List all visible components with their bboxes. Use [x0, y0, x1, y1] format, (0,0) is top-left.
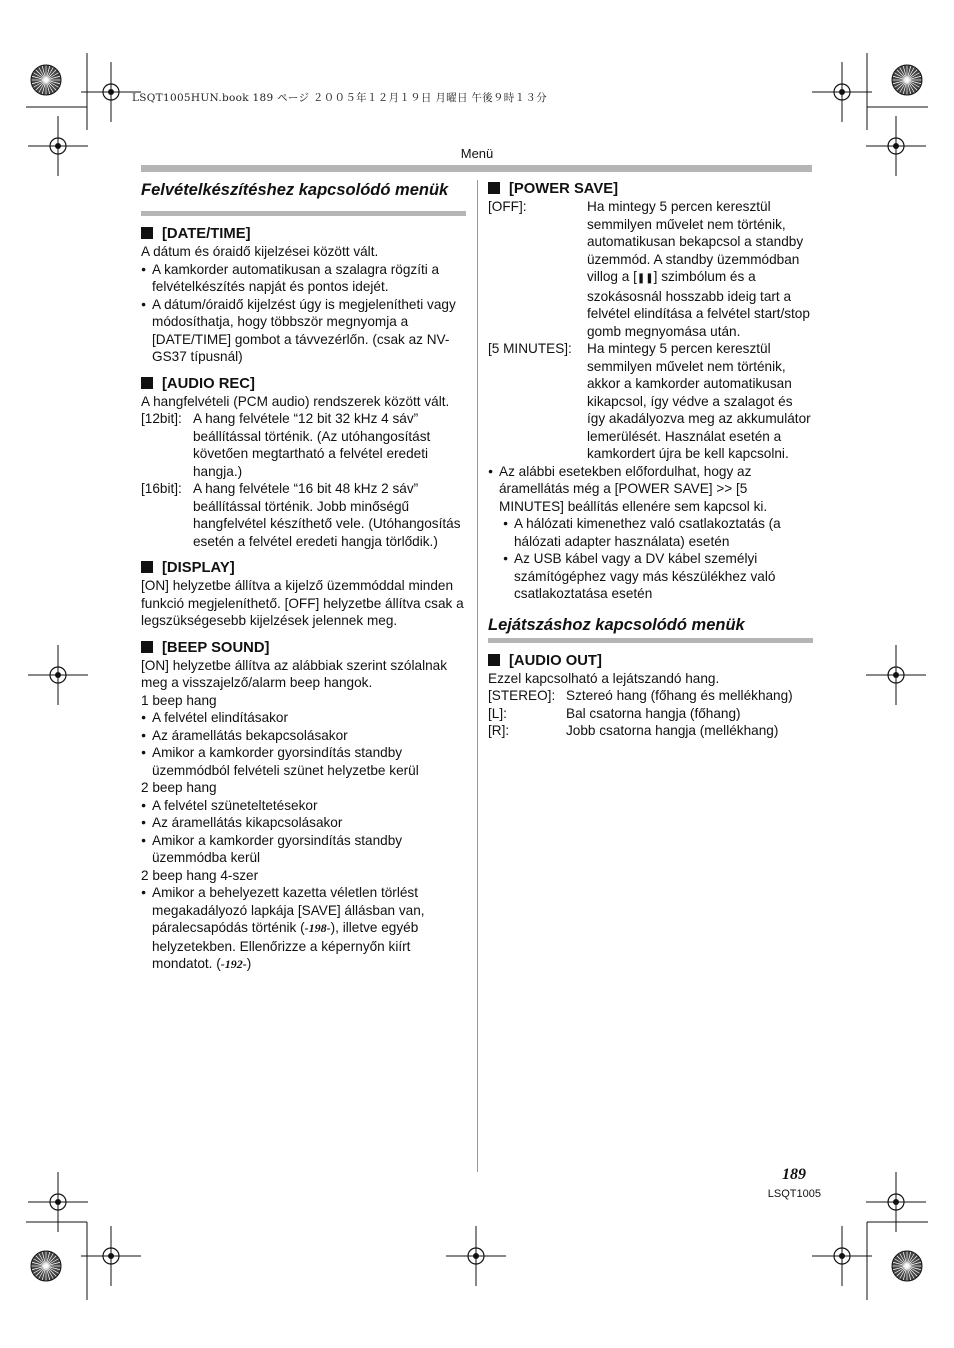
beep-group-title: 2 beep hang [141, 780, 217, 795]
square-bullet-icon [141, 377, 153, 389]
crosshair-dot [473, 1253, 479, 1259]
crosshair-dot [108, 89, 114, 95]
left-column [141, 180, 466, 974]
square-bullet-icon [141, 561, 153, 573]
print-info-line: LSQT1005HUN.book 189 ページ ２００５年１２月１９日 月曜日 午後９時１３分 [132, 92, 548, 104]
beep-bullet: ● Az áramellátás bekapcsolásakor [141, 727, 466, 745]
audio-out-intro: Ezzel kapcsolható a lejátszandó hang. [488, 670, 720, 686]
page-header: Menü [460, 146, 494, 161]
section-rule [488, 638, 813, 643]
item-title-date-time: [DATE/TIME] [141, 225, 466, 243]
crosshair-dot [839, 89, 845, 95]
beep-bullet: ● Amikor a kamkorder gyorsindítás standby üzemmódból felvételi szünet helyzetbe kerül [141, 744, 466, 779]
display-text: [ON] helyzetbe állítva a kijelző üzemmóddal minden funkció megjeleníthető. [OFF] helyzetbe állítva csak a legszükségesebb kijelzések jelennek meg. [141, 578, 464, 628]
date-time-intro: A dátum és óraidő kijelzései között vált. [141, 244, 379, 259]
power-save-sub-bullet: ● A hálózati kimenethez való csatlakoztatás (a hálózati adapter használata) esetén [488, 515, 813, 550]
beep-bullet: ● Az áramellátás kikapcsolásakor [141, 814, 466, 832]
item-title-audio-out: [AUDIO OUT] [488, 652, 813, 670]
page-reference: -198- [304, 921, 331, 935]
beep-bullet: ● A felvétel szüneteltetésekor [141, 797, 466, 815]
date-time-bullet: ● A dátum/óraidő kijelzést úgy is megjelenítheti vagy módosíthatja, hogy többször megnyomja a [DATE/TIME] gombot a távvezérlőn. (csak az NV-GS37 típusnál) [141, 296, 466, 366]
document-code: LSQT1005 [767, 1188, 821, 1200]
crosshair-dot [893, 1199, 899, 1205]
power-save-option: [5 MINUTES]: Ha mintegy 5 percen keresztül semmilyen művelet nem történik, akkor a kamkorder automatikusan kikapcsol, így védve a szalagot és így akadályozva meg az akkumulátor lemerülését. Használat esetén a kamkordert újra be kell kapcsolni. [488, 341, 811, 461]
beep-group-title: 2 beep hang 4-szer [141, 867, 259, 883]
audio-out-option: [R]: Jobb csatorna hangja (mellékhang) [488, 723, 779, 738]
item-title-beep-sound: [BEEP SOUND] [141, 639, 466, 657]
item-title-audio-rec: [AUDIO REC] [141, 375, 466, 393]
section-rule [141, 211, 466, 216]
audio-rec-option: [16bit]: A hang felvétele “16 bit 48 kHz 2 sáv” beállítással történik. Jobb minőségű hangfelvétel készíthető vele. (Utóhangosítás esetén a felvétel eredeti hangja törlődik.) [141, 481, 461, 549]
audio-out-option: [L]: Bal csatorna hangja (főhang) [488, 705, 741, 721]
power-save-sub-bullet: ● Az USB kábel vagy a DV kábel személyi számítógéphez vagy más készülékhez való csatlakoztatása esetén [488, 550, 813, 603]
power-save-note: ● Az alábbi esetekben előfordulhat, hogy az áramellátás még a [POWER SAVE] >> [5 MINUTES] beállítás ellenére sem kapcsol ki. [488, 463, 813, 516]
section-title-playback: Lejátszáshoz kapcsolódó menük [488, 615, 745, 634]
beep-group-title: 1 beep hang [141, 692, 217, 708]
page-number: 189 [782, 1166, 806, 1183]
crosshair-dot [839, 1253, 845, 1259]
crosshair-dot [55, 1199, 61, 1205]
header-rule [141, 165, 812, 172]
pause-icon: ❚❚ [636, 273, 654, 284]
crosshair-dot [108, 1253, 114, 1259]
crosshair-dot [55, 672, 61, 678]
audio-out-option: [STEREO]: Sztereó hang (főhang és mellékhang) [488, 688, 793, 703]
column-separator [477, 180, 478, 1172]
square-bullet-icon [141, 641, 153, 653]
audio-rec-intro: A hangfelvételi (PCM audio) rendszerek között vált. [141, 393, 450, 409]
audio-rec-option: [12bit]: A hang felvétele “12 bit 32 kHz 4 sáv” beállítással történik. (Az utóhangosítást követően megtartható a felvétel eredeti hangja.) [141, 411, 431, 479]
section-title-recording: Felvételkészítéshez kapcsolódó menük [141, 181, 449, 199]
square-bullet-icon [488, 182, 500, 194]
power-save-option: [OFF]: Ha mintegy 5 percen keresztül semmilyen művelet nem történik, automatikusan bekapcsol a standby üzemmód. A standby üzemmódban villog a [❚❚] szimbólum és a szokásosnál hosszabb ideig tart a felvétel elindítása a felvétel start/stop gomb megnyomása után. [488, 199, 810, 339]
page-reference: -192- [220, 957, 247, 971]
item-title-power-save: [POWER SAVE] [488, 180, 813, 198]
date-time-bullet: ● A kamkorder automatikusan a szalagra rögzíti a felvételkészítés napját és pontos idejét. [141, 261, 466, 296]
beep-sound-intro: [ON] helyzetbe állítva az alábbiak szerint szólalnak meg a visszajelző/alarm beep hangok. [141, 657, 448, 690]
item-title-display: [DISPLAY] [141, 559, 466, 577]
square-bullet-icon [488, 654, 500, 666]
right-column [488, 180, 813, 740]
square-bullet-icon [141, 227, 153, 239]
beep-bullet: ● Amikor a behelyezett kazetta véletlen törlést megakadályozó lapkája [SAVE] állásban van, páralecsapódás történik (-198-), illetve egyéb helyzetekben. Ellenőrizze a képernyőn kiírt mondatot. (-192-) [141, 884, 466, 974]
beep-bullet: ● Amikor a kamkorder gyorsindítás standby üzemmódba kerül [141, 832, 466, 867]
beep-bullet: ● A felvétel elindításakor [141, 709, 466, 727]
crosshair-dot [893, 672, 899, 678]
